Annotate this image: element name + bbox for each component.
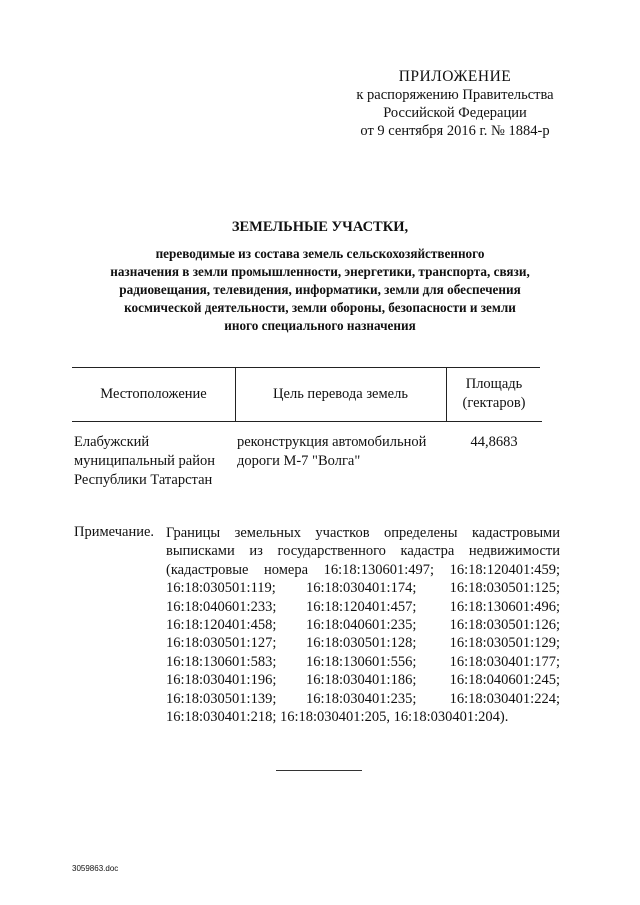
subtitle-line: радиовещания, телевидения, информатики, земли для обеспечения: [119, 282, 521, 297]
cadastral-code: 16:18:120401:458;: [166, 617, 277, 634]
header-purpose: Цель перевода земель: [273, 386, 408, 402]
cadastral-code: 16:18:030501:129;: [449, 635, 560, 652]
document-heading: ЗЕМЕЛЬНЫЕ УЧАСТКИ,: [231, 219, 409, 235]
note-body: [166, 524, 560, 726]
cadastral-code: 16:18:040601:245;: [449, 672, 560, 689]
cadastral-code: 16:18:040601:235;: [306, 617, 417, 634]
cadastral-code: 16:18:120401:457;: [306, 598, 417, 615]
cadastral-code: 16:18:030401:224;: [449, 690, 560, 707]
subtitle-line: иного специального назначения: [224, 318, 416, 333]
row-purpose-line: реконструкция автомобильной: [237, 434, 427, 450]
cadastral-code: 16:18:130601:496;: [449, 598, 560, 615]
appendix-line-1: к распоряжению Правительства: [356, 87, 554, 103]
cadastral-code: 16:18:130601:583;: [166, 653, 277, 670]
row-location-line: муниципальный район: [74, 453, 215, 469]
cadastral-code: 16:18:030401:177;: [449, 653, 560, 670]
cadastral-codes: [166, 579, 560, 708]
end-rule: [276, 770, 362, 771]
header-area-line: Площадь: [465, 376, 523, 392]
subtitle-line: космической деятельности, земли обороны, безопасности и земли: [124, 300, 516, 315]
cadastral-code: 16:18:030501:126;: [449, 617, 560, 634]
cadastral-code: 16:18:030401:174;: [306, 580, 417, 597]
note-intro-line: выписками из государственного кадастра недвижимости: [166, 543, 560, 560]
appendix-title: ПРИЛОЖЕНИЕ: [398, 68, 512, 85]
note-intro-line: Границы земельных участков определены кадастровыми: [166, 525, 560, 541]
document-subtitle: [60, 245, 580, 335]
row-purpose-line: дороги М-7 "Волга": [237, 453, 361, 469]
header-area: [446, 375, 542, 413]
row-location-line: Республики Татарстан: [74, 472, 213, 488]
note-label: Примечание.: [74, 524, 155, 540]
note-intro-line: (кадастровые номера 16:18:130601:497; 16:18:120401:459;: [166, 561, 560, 578]
header-area-line: (гектаров): [462, 395, 526, 411]
row-location: [74, 433, 234, 490]
row-location-line: Елабужский: [74, 434, 150, 450]
appendix-line-3: от 9 сентября 2016 г. № 1884-р: [360, 123, 550, 139]
cadastral-code: 16:18:030501:125;: [449, 580, 560, 597]
appendix-line-2: Российской Федерации: [383, 105, 527, 121]
cadastral-code: 16:18:030501:128;: [306, 635, 417, 652]
cadastral-code: 16:18:030501:127;: [166, 635, 277, 652]
table-header-rule: [72, 421, 542, 422]
note-last-line: 16:18:030401:218; 16:18:030401:205, 16:18:030401:204).: [166, 709, 509, 726]
cadastral-code: 16:18:040601:233;: [166, 598, 277, 615]
row-area: 44,8683: [470, 434, 518, 450]
header-location: Местоположение: [100, 386, 207, 402]
cadastral-code: 16:18:030501:119;: [166, 580, 276, 597]
subtitle-line: переводимые из состава земель сельскохозяйственного: [155, 246, 485, 261]
cadastral-code: 16:18:030501:139;: [166, 690, 277, 707]
cadastral-code: 16:18:130601:556;: [306, 653, 417, 670]
cadastral-code: 16:18:030401:196;: [166, 672, 277, 689]
appendix-block: [330, 68, 580, 140]
cadastral-code: 16:18:030401:235;: [306, 690, 417, 707]
subtitle-line: назначения в земли промышленности, энергетики, транспорта, связи,: [110, 264, 530, 279]
file-reference: 3059863.doc: [72, 864, 119, 873]
cadastral-code: 16:18:030401:186;: [306, 672, 417, 689]
row-purpose: [237, 433, 447, 471]
table-top-rule: [72, 367, 540, 368]
